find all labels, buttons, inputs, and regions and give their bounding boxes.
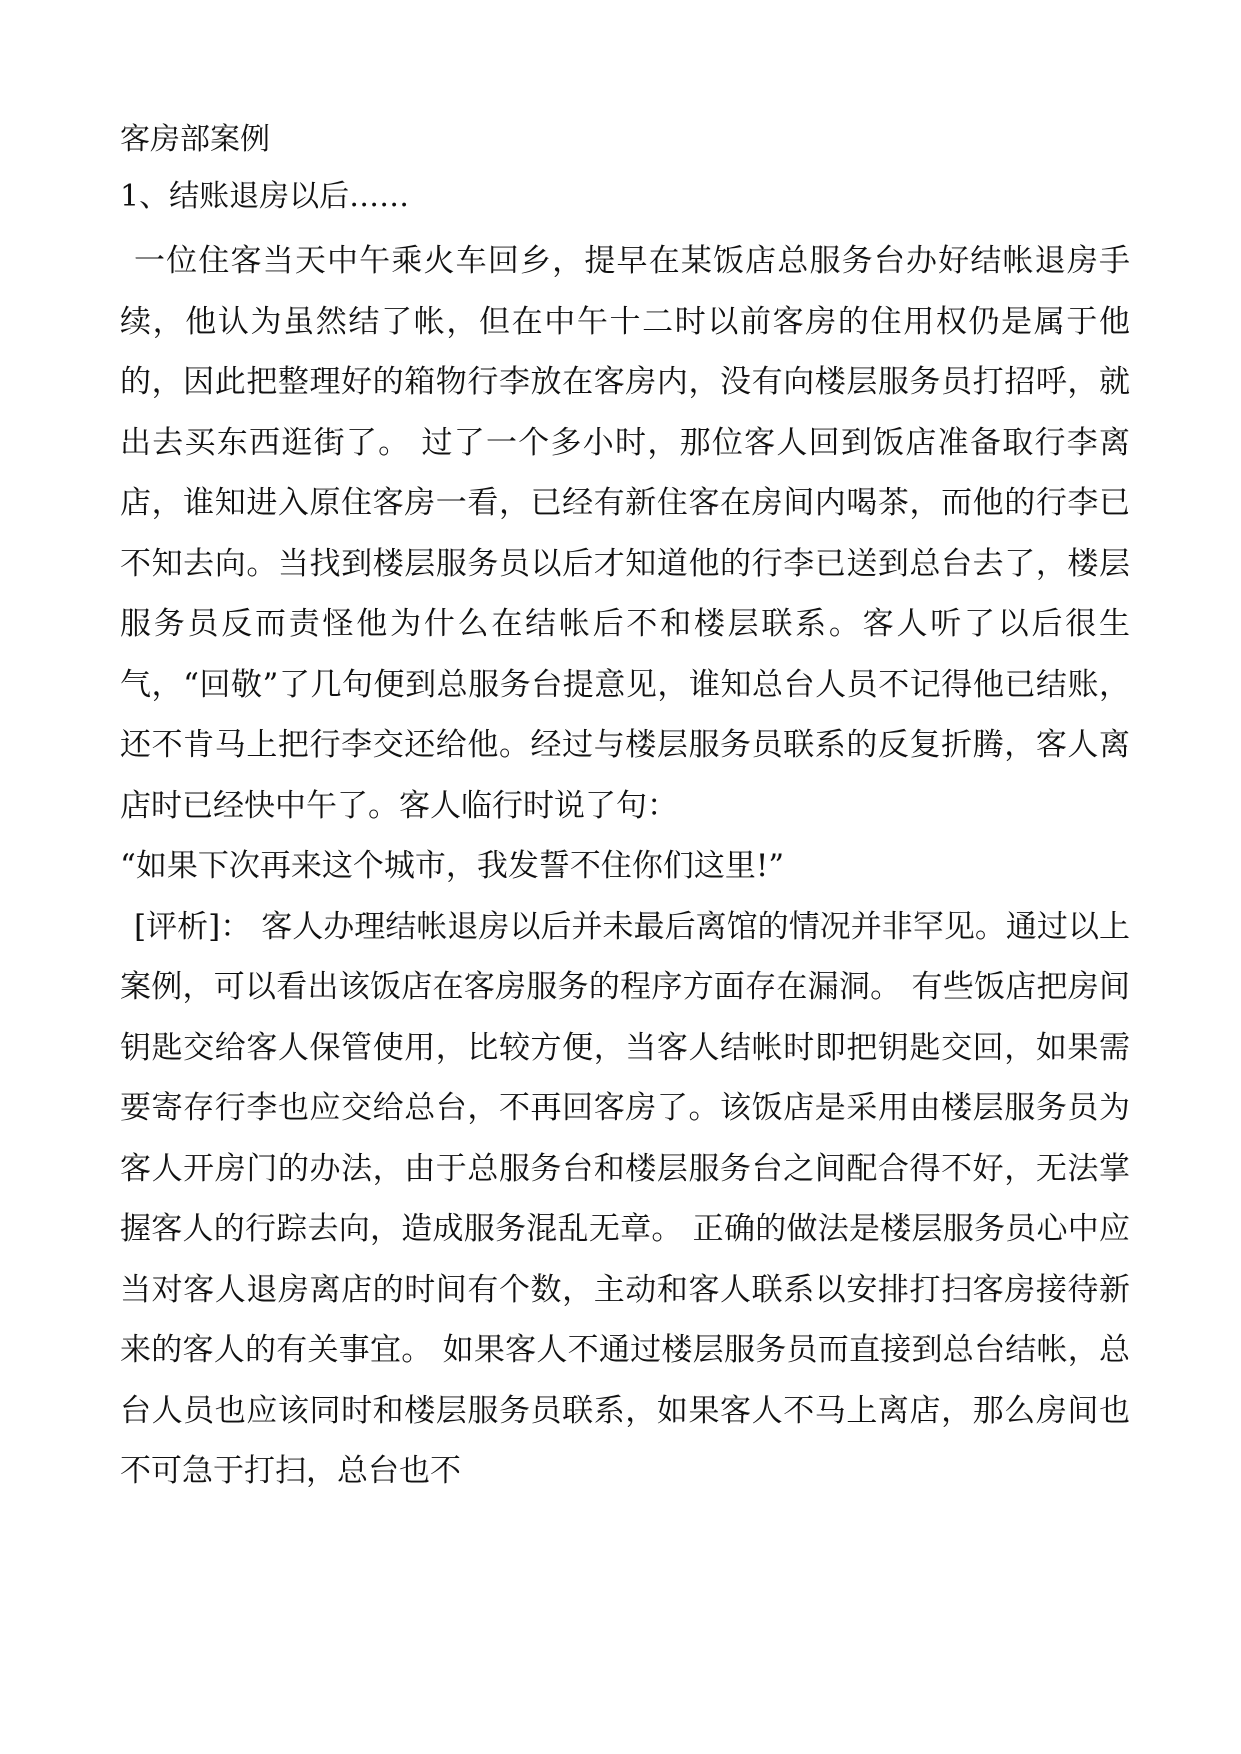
document-title: 客房部案例 (120, 122, 270, 157)
analysis-paragraph: [评析]： 客人办理结帐退房以后并未最后离馆的情况并非罕见。通过以上案例，可以看出该饭店在客房服务的程序方面存在漏洞。 有些饭店把房间钥匙交给客人保管使用，比较方便，当客人结帐时即把钥匙交回，如果需要寄存行李也应交给总台，不再回客房了。该饭店是采用由楼层服务员为客人开房门的办法，由于总服务台和楼层服务台之间配合得不好，无法掌握客人的行踪去向，造成服务混乱无章。 正确的做法是楼层服务员心中应当对客人退房离店的时间有个数，主动和客人联系以安排打扫客房接待新来的客人的有关事宜。 如果客人不通过楼层服务员而直接到总台结帐，总台人员也应该同时和楼层服务员联系，如果客人不马上离店，那么房间也不可急于打扫，总台也不 (120, 908, 1130, 1489)
case-heading: 1、结账退房以后…… (120, 179, 410, 214)
document-page (120, 120, 1130, 1502)
case-quote: “如果下次再来这个城市，我发誓不住你们这里!” (120, 848, 785, 884)
case-body-paragraph: 一位住客当天中午乘火车回乡，提早在某饭店总服务台办好结帐退房手续，他认为虽然结了帐，但在中午十二时以前客房的住用权仍是属于他的，因此把整理好的箱物行李放在客房内，没有向楼层服务员打招呼，就出去买东西逛街了。 过了一个多小时，那位客人回到饭店准备取行李离店，谁知进入原住客房一看，已经有新住客在房间内喝茶，而他的行李已不知去向。当找到楼层服务员以后才知道他的行李已送到总台去了，楼层服务员反而责怪他为什么在结帐后不和楼层联系。客人听了以后很生气，“回敬”了几句便到总服务台提意见，谁知总台人员不记得他已结账，还不肯马上把行李交还给他。经过与楼层服务员联系的反复折腾，客人离店时已经快中午了。客人临行时说了句： (120, 243, 1130, 824)
